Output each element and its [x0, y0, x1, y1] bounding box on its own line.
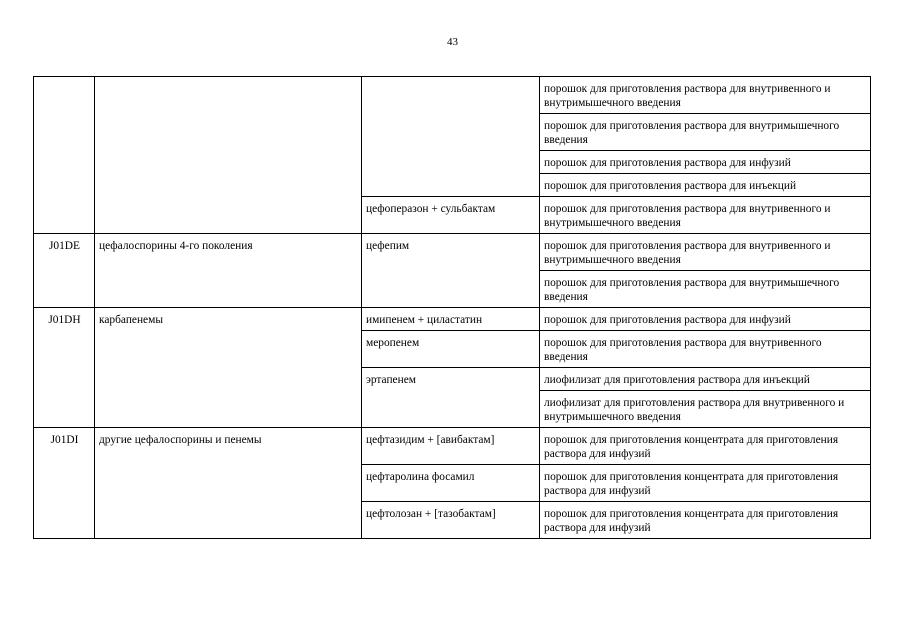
atc-code-cell — [34, 77, 95, 234]
group-cell: карбапенемы — [95, 308, 362, 428]
form-cell: порошок для приготовления раствора для внутривенного введения — [540, 331, 871, 368]
drug-cell: меропенем — [362, 331, 540, 368]
form-cell: порошок для приготовления раствора для внутримышечного введения — [540, 114, 871, 151]
form-cell: порошок для приготовления раствора для инъекций — [540, 174, 871, 197]
drug-cell: цефепим — [362, 234, 540, 308]
form-cell: порошок для приготовления раствора для внутримышечного введения — [540, 271, 871, 308]
table-row — [34, 77, 871, 114]
drug-cell — [362, 77, 540, 197]
form-cell: порошок для приготовления концентрата для приготовления раствора для инфузий — [540, 428, 871, 465]
atc-code-cell: J01DI — [34, 428, 95, 539]
drug-table — [33, 76, 871, 539]
drug-cell: цефоперазон + сульбактам — [362, 197, 540, 234]
form-cell: порошок для приготовления концентрата для приготовления раствора для инфузий — [540, 465, 871, 502]
page-number: 43 — [447, 36, 458, 48]
form-cell: порошок для приготовления раствора для внутривенного и внутримышечного введения — [540, 234, 871, 271]
form-cell: лиофилизат для приготовления раствора для внутривенного и внутримышечного введения — [540, 391, 871, 428]
atc-code-cell: J01DE — [34, 234, 95, 308]
group-cell: другие цефалоспорины и пенемы — [95, 428, 362, 539]
group-cell: цефалоспорины 4-го поколения — [95, 234, 362, 308]
atc-code-cell: J01DH — [34, 308, 95, 428]
drug-cell: эртапенем — [362, 368, 540, 428]
table-row — [34, 234, 871, 271]
form-cell: порошок для приготовления раствора для инфузий — [540, 151, 871, 174]
form-cell: порошок для приготовления концентрата для приготовления раствора для инфузий — [540, 502, 871, 539]
table-row — [34, 308, 871, 331]
drug-cell: цефтазидим + [авибактам] — [362, 428, 540, 465]
form-cell: порошок для приготовления раствора для инфузий — [540, 308, 871, 331]
drug-cell: цефтаролина фосамил — [362, 465, 540, 502]
form-cell: порошок для приготовления раствора для внутривенного и внутримышечного введения — [540, 197, 871, 234]
group-cell — [95, 77, 362, 234]
table-row — [34, 428, 871, 465]
drug-cell: цефтолозан + [тазобактам] — [362, 502, 540, 539]
drug-cell: имипенем + циластатин — [362, 308, 540, 331]
form-cell: лиофилизат для приготовления раствора для инъекций — [540, 368, 871, 391]
form-cell: порошок для приготовления раствора для внутривенного и внутримышечного введения — [540, 77, 871, 114]
